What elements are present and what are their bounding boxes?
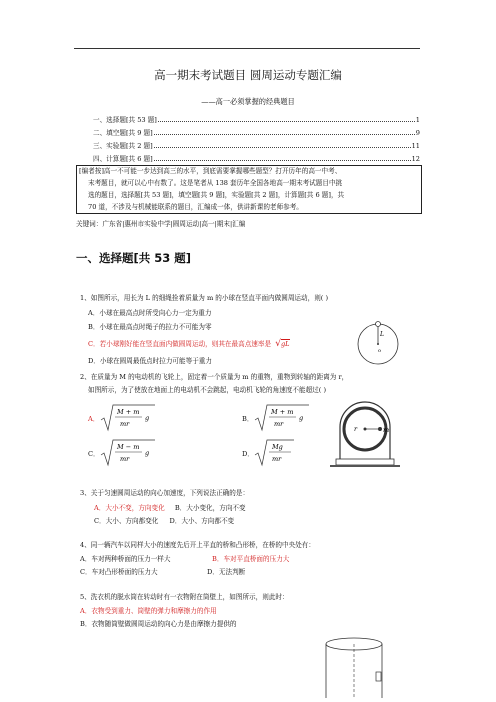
toc-page: 1: [415, 116, 420, 124]
header-rule: [74, 48, 420, 49]
clothing-icon: [376, 672, 381, 681]
question-4-stem: 4、同一辆汽车以同样大小的速度先后开上平直的桥和凸形桥，在桥的中央处有：: [80, 541, 315, 549]
question-3-option-b: B．大小变化，方向不变: [174, 504, 246, 512]
question-4-option-b: B．车对平直桥面的压力大: [212, 555, 290, 563]
question-2-figure: [330, 397, 400, 471]
toc-leader: [154, 156, 411, 161]
toc-leader: [154, 143, 411, 148]
toc-leader: [158, 117, 415, 122]
question-1-figure: [350, 320, 410, 370]
question-2-option-c-formula: [100, 439, 160, 467]
ball-icon: [376, 322, 381, 327]
fraction-denominator: mr: [120, 455, 130, 463]
question-2-stem-line-1: 2、在质量为 M 的电动机的飞轮上，固定着一个质量为 m 的重物，重物到转轴的距离为 r，: [80, 373, 349, 381]
toc-label: 一、选择题[共 53 题]: [93, 116, 157, 124]
toc-page: 11: [411, 142, 420, 150]
question-1-option-c: [88, 338, 290, 349]
sqrt-formula: [275, 339, 289, 349]
toc-label: 二、填空题[共 9 题]: [93, 129, 153, 137]
keywords-line: 关键词：广东省|惠州市实验中学|圆周运动|高一|期末|汇编: [76, 220, 246, 228]
g-factor: g: [299, 414, 304, 422]
toc-leader: [154, 130, 415, 135]
pivot-icon: [377, 343, 379, 345]
question-4-option-a: A．车对两种桥面的压力一样大: [80, 555, 171, 563]
mass-icon: [378, 427, 382, 431]
toc-item[interactable]: [93, 114, 420, 124]
question-1-option-c-text: C．若小球刚好能在竖直面内做圆周运动，则其在最高点速率是: [88, 340, 272, 348]
question-2-option-d-formula: [254, 439, 304, 467]
question-2-option-b: [242, 405, 254, 423]
sqrt-sign: √: [275, 339, 281, 349]
question-5-stem: 5、洗衣机的脱水筒在转动时有一衣物附在筒壁上，如图所示，则此时：: [80, 593, 289, 601]
toc-item[interactable]: [93, 140, 420, 150]
question-5-option-b: B．衣物随筒壁做圆周运动的向心力是由摩擦力提供的: [80, 620, 237, 628]
label-L: L: [380, 331, 384, 338]
toc-item[interactable]: [93, 153, 420, 163]
ground-line: [330, 465, 400, 467]
question-2-option-b-formula: [254, 404, 314, 432]
fraction-numerator: M + m: [271, 408, 294, 416]
question-3-option-a: A．大小不变，方向变化: [94, 504, 165, 512]
axle-icon: [364, 428, 367, 431]
question-1-option-a: A．小球在最高点时所受向心力一定为重力: [88, 309, 212, 317]
editor-note-line: 70 道，不涉及与机械能联系的题目，汇编成一体，供讲新课的老师参考。: [88, 203, 303, 211]
toc-label: 三、实验题[共 2 题]: [93, 142, 153, 150]
question-1-option-b: B．小球在最高点时绳子的拉力不可能为零: [88, 323, 212, 331]
question-3-stem: 3、关于匀速圆周运动的向心加速度，下列说法正确的是：: [80, 489, 250, 497]
question-3-row-1: [94, 502, 246, 512]
fraction-denominator: mr: [120, 420, 130, 428]
question-2-option-a: [88, 405, 100, 423]
fraction-numerator: M + m: [117, 408, 140, 416]
editor-note-line: 选的题目，选择题[共 53 题]，填空题[共 9 题]，实验题[共 2 题]，计算题[共 6 题]，共: [88, 191, 345, 199]
question-3-option-c: C．大小、方向都变化: [94, 517, 159, 525]
question-1-stem: 1、如图所示，用长为 L 的细绳拴着质量为 m 的小球在竖直平面内做圆周运动，则( ): [80, 294, 329, 302]
section-heading: 一、选择题[共 53 题]: [76, 251, 192, 265]
question-4-option-c: C．车对凸形桥面的压力大: [80, 568, 158, 576]
question-2-option-d: [242, 440, 254, 458]
fraction-numerator: Mg: [272, 443, 283, 451]
toc-page: 9: [415, 129, 420, 137]
question-2-option-c: [88, 440, 100, 458]
label-m: m: [383, 426, 390, 434]
question-3-row-2: [94, 515, 234, 525]
g-factor: g: [145, 414, 150, 422]
label-r: r: [354, 425, 358, 433]
label-O: o: [378, 348, 382, 354]
question-5-option-a: A．衣物受到重力、筒壁的弹力和摩擦力的作用: [80, 607, 217, 615]
option-letter: C．: [88, 450, 100, 458]
motor-base: [336, 459, 394, 465]
editor-note-line: 末考题目，就可以心中有数了。这是笔者从 138 套历年全国各地高一期末考试题目中挑: [88, 179, 343, 187]
sqrt-radicand: gL: [280, 340, 290, 348]
question-1-option-d: D．小球在圆周最低点时拉力可能等于重力: [88, 357, 212, 365]
page-subtitle: ——高一必须掌握的经典题目: [201, 97, 295, 106]
fraction-numerator: M − m: [117, 443, 140, 451]
question-5-figure: [324, 636, 384, 698]
toc-label: 四、计算题[共 6 题]: [93, 155, 153, 163]
question-2-stem-line-2: 如图所示，为了使放在地面上的电动机不会跳起，电动机飞轮的角速度不能超过( ): [88, 386, 327, 394]
option-letter: B．: [242, 415, 254, 423]
option-letter: A．: [88, 415, 100, 423]
fraction-denominator: mr: [274, 420, 284, 428]
toc-page: 12: [411, 155, 420, 163]
question-2-option-a-formula: [100, 404, 160, 432]
toc-item[interactable]: [93, 127, 420, 137]
question-4-option-d: D．无法判断: [207, 568, 246, 576]
question-3-option-d: D．大小、方向都不变: [169, 517, 235, 525]
editor-note-line: [编者按]高一不可能一步达到高三的水平，到底需要掌握哪些题型？打开历年的高一中考、: [79, 167, 342, 175]
g-factor: g: [145, 449, 150, 457]
option-letter: D．: [242, 450, 254, 458]
fraction-denominator: mr: [272, 455, 282, 463]
page-title: 高一期末考试题目 圆周运动专题汇编: [154, 68, 342, 82]
